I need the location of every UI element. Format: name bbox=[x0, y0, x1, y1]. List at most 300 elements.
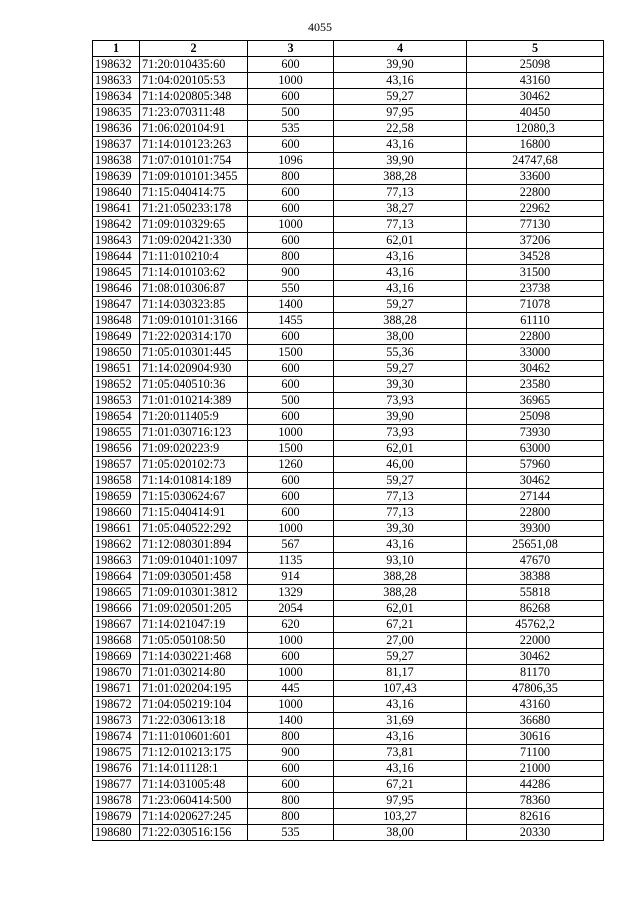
rate-cell: 107,43 bbox=[334, 681, 467, 697]
record-number-cell: 198644 bbox=[93, 249, 140, 265]
table-row bbox=[93, 761, 604, 777]
rate-cell: 59,27 bbox=[334, 89, 467, 105]
cadastral-number-cell: 71:05:020102:73 bbox=[140, 457, 248, 473]
rate-cell: 55,36 bbox=[334, 345, 467, 361]
area-cell: 1000 bbox=[248, 425, 334, 441]
value-cell: 33600 bbox=[467, 169, 604, 185]
value-cell: 12080,3 bbox=[467, 121, 604, 137]
table-row bbox=[93, 713, 604, 729]
area-cell: 1400 bbox=[248, 297, 334, 313]
cadastral-number-cell: 71:21:050233:178 bbox=[140, 201, 248, 217]
value-cell: 33000 bbox=[467, 345, 604, 361]
value-cell: 81170 bbox=[467, 665, 604, 681]
rate-cell: 43,16 bbox=[334, 697, 467, 713]
area-cell: 600 bbox=[248, 361, 334, 377]
rate-cell: 73,93 bbox=[334, 425, 467, 441]
table-row bbox=[93, 249, 604, 265]
area-cell: 620 bbox=[248, 617, 334, 633]
table-row bbox=[93, 617, 604, 633]
record-number-cell: 198661 bbox=[93, 521, 140, 537]
table-row bbox=[93, 217, 604, 233]
rate-cell: 77,13 bbox=[334, 505, 467, 521]
area-cell: 1400 bbox=[248, 713, 334, 729]
area-cell: 800 bbox=[248, 729, 334, 745]
table-row bbox=[93, 729, 604, 745]
cadastral-number-cell: 71:09:010329:65 bbox=[140, 217, 248, 233]
record-number-cell: 198665 bbox=[93, 585, 140, 601]
table-row bbox=[93, 105, 604, 121]
record-number-cell: 198667 bbox=[93, 617, 140, 633]
value-cell: 23738 bbox=[467, 281, 604, 297]
table-row bbox=[93, 73, 604, 89]
record-number-cell: 198641 bbox=[93, 201, 140, 217]
area-cell: 1135 bbox=[248, 553, 334, 569]
table-row bbox=[93, 89, 604, 105]
area-cell: 600 bbox=[248, 505, 334, 521]
area-cell: 1500 bbox=[248, 345, 334, 361]
area-cell: 600 bbox=[248, 329, 334, 345]
table-row bbox=[93, 473, 604, 489]
area-cell: 914 bbox=[248, 569, 334, 585]
table-row bbox=[93, 665, 604, 681]
area-cell: 600 bbox=[248, 761, 334, 777]
cadastral-number-cell: 71:12:010213:175 bbox=[140, 745, 248, 761]
record-number-cell: 198657 bbox=[93, 457, 140, 473]
rate-cell: 388,28 bbox=[334, 569, 467, 585]
rate-cell: 43,16 bbox=[334, 265, 467, 281]
record-number-cell: 198679 bbox=[93, 809, 140, 825]
rate-cell: 97,95 bbox=[334, 793, 467, 809]
record-number-cell: 198645 bbox=[93, 265, 140, 281]
record-number-cell: 198653 bbox=[93, 393, 140, 409]
rate-cell: 38,27 bbox=[334, 201, 467, 217]
value-cell: 73930 bbox=[467, 425, 604, 441]
cadastral-number-cell: 71:22:030516:156 bbox=[140, 825, 248, 841]
column-header-1: 1 bbox=[93, 41, 140, 57]
rate-cell: 39,30 bbox=[334, 377, 467, 393]
area-cell: 1260 bbox=[248, 457, 334, 473]
cadastral-number-cell: 71:15:040414:75 bbox=[140, 185, 248, 201]
table-row bbox=[93, 521, 604, 537]
cadastral-number-cell: 71:14:010814:189 bbox=[140, 473, 248, 489]
value-cell: 30462 bbox=[467, 649, 604, 665]
value-cell: 63000 bbox=[467, 441, 604, 457]
value-cell: 36965 bbox=[467, 393, 604, 409]
record-number-cell: 198642 bbox=[93, 217, 140, 233]
record-number-cell: 198640 bbox=[93, 185, 140, 201]
cadastral-number-cell: 71:05:050108:50 bbox=[140, 633, 248, 649]
cadastral-number-cell: 71:14:021047:19 bbox=[140, 617, 248, 633]
rate-cell: 59,27 bbox=[334, 473, 467, 489]
cadastral-number-cell: 71:09:010101:3455 bbox=[140, 169, 248, 185]
cadastral-number-cell: 71:09:030501:458 bbox=[140, 569, 248, 585]
table-row bbox=[93, 393, 604, 409]
table-row bbox=[93, 361, 604, 377]
record-number-cell: 198632 bbox=[93, 57, 140, 73]
cadastral-number-cell: 71:14:010123:263 bbox=[140, 137, 248, 153]
record-number-cell: 198638 bbox=[93, 153, 140, 169]
value-cell: 22000 bbox=[467, 633, 604, 649]
area-cell: 600 bbox=[248, 489, 334, 505]
area-cell: 500 bbox=[248, 105, 334, 121]
data-table bbox=[92, 40, 604, 841]
cadastral-number-cell: 71:09:020223:9 bbox=[140, 441, 248, 457]
record-number-cell: 198662 bbox=[93, 537, 140, 553]
record-number-cell: 198678 bbox=[93, 793, 140, 809]
cadastral-number-cell: 71:12:080301:894 bbox=[140, 537, 248, 553]
table-row bbox=[93, 489, 604, 505]
area-cell: 1000 bbox=[248, 521, 334, 537]
cadastral-number-cell: 71:23:060414:500 bbox=[140, 793, 248, 809]
area-cell: 600 bbox=[248, 233, 334, 249]
value-cell: 30462 bbox=[467, 473, 604, 489]
record-number-cell: 198666 bbox=[93, 601, 140, 617]
record-number-cell: 198660 bbox=[93, 505, 140, 521]
cadastral-number-cell: 71:01:010214:389 bbox=[140, 393, 248, 409]
table-row bbox=[93, 569, 604, 585]
rate-cell: 43,16 bbox=[334, 761, 467, 777]
record-number-cell: 198671 bbox=[93, 681, 140, 697]
cadastral-number-cell: 71:04:020105:53 bbox=[140, 73, 248, 89]
rate-cell: 39,90 bbox=[334, 57, 467, 73]
rate-cell: 73,93 bbox=[334, 393, 467, 409]
table-row bbox=[93, 329, 604, 345]
record-number-cell: 198643 bbox=[93, 233, 140, 249]
record-number-cell: 198636 bbox=[93, 121, 140, 137]
rate-cell: 62,01 bbox=[334, 233, 467, 249]
value-cell: 71078 bbox=[467, 297, 604, 313]
value-cell: 77130 bbox=[467, 217, 604, 233]
value-cell: 25098 bbox=[467, 57, 604, 73]
value-cell: 27144 bbox=[467, 489, 604, 505]
record-number-cell: 198672 bbox=[93, 697, 140, 713]
table-row bbox=[93, 265, 604, 281]
cadastral-number-cell: 71:01:030716:123 bbox=[140, 425, 248, 441]
table-row bbox=[93, 777, 604, 793]
cadastral-number-cell: 71:09:010301:3812 bbox=[140, 585, 248, 601]
area-cell: 1500 bbox=[248, 441, 334, 457]
column-header-2: 2 bbox=[140, 41, 248, 57]
table-row bbox=[93, 233, 604, 249]
value-cell: 25098 bbox=[467, 409, 604, 425]
area-cell: 600 bbox=[248, 409, 334, 425]
rate-cell: 43,16 bbox=[334, 729, 467, 745]
record-number-cell: 198646 bbox=[93, 281, 140, 297]
table-row bbox=[93, 793, 604, 809]
rate-cell: 73,81 bbox=[334, 745, 467, 761]
area-cell: 1000 bbox=[248, 217, 334, 233]
value-cell: 37206 bbox=[467, 233, 604, 249]
rate-cell: 38,00 bbox=[334, 825, 467, 841]
cadastral-number-cell: 71:07:010101:754 bbox=[140, 153, 248, 169]
table-row bbox=[93, 121, 604, 137]
value-cell: 22800 bbox=[467, 329, 604, 345]
table-row bbox=[93, 377, 604, 393]
rate-cell: 67,21 bbox=[334, 617, 467, 633]
area-cell: 600 bbox=[248, 777, 334, 793]
record-number-cell: 198669 bbox=[93, 649, 140, 665]
cadastral-number-cell: 71:22:030613:18 bbox=[140, 713, 248, 729]
rate-cell: 67,21 bbox=[334, 777, 467, 793]
value-cell: 34528 bbox=[467, 249, 604, 265]
table-row bbox=[93, 137, 604, 153]
record-number-cell: 198663 bbox=[93, 553, 140, 569]
record-number-cell: 198680 bbox=[93, 825, 140, 841]
record-number-cell: 198649 bbox=[93, 329, 140, 345]
area-cell: 445 bbox=[248, 681, 334, 697]
cadastral-number-cell: 71:15:040414:91 bbox=[140, 505, 248, 521]
record-number-cell: 198655 bbox=[93, 425, 140, 441]
table-row bbox=[93, 825, 604, 841]
cadastral-number-cell: 71:23:070311:48 bbox=[140, 105, 248, 121]
record-number-cell: 198651 bbox=[93, 361, 140, 377]
cadastral-number-cell: 71:20:010435:60 bbox=[140, 57, 248, 73]
page-number: 4055 bbox=[308, 20, 332, 34]
cadastral-number-cell: 71:14:011128:1 bbox=[140, 761, 248, 777]
table-row bbox=[93, 281, 604, 297]
table-row bbox=[93, 649, 604, 665]
table-row bbox=[93, 809, 604, 825]
record-number-cell: 198677 bbox=[93, 777, 140, 793]
record-number-cell: 198648 bbox=[93, 313, 140, 329]
rate-cell: 43,16 bbox=[334, 537, 467, 553]
value-cell: 36680 bbox=[467, 713, 604, 729]
value-cell: 25651,08 bbox=[467, 537, 604, 553]
rate-cell: 43,16 bbox=[334, 281, 467, 297]
cadastral-number-cell: 71:09:010401:1097 bbox=[140, 553, 248, 569]
table-row bbox=[93, 169, 604, 185]
table-row bbox=[93, 745, 604, 761]
value-cell: 40450 bbox=[467, 105, 604, 121]
column-header-4: 4 bbox=[334, 41, 467, 57]
cadastral-number-cell: 71:09:010101:3166 bbox=[140, 313, 248, 329]
area-cell: 1000 bbox=[248, 73, 334, 89]
value-cell: 57960 bbox=[467, 457, 604, 473]
rate-cell: 46,00 bbox=[334, 457, 467, 473]
table-row bbox=[93, 441, 604, 457]
value-cell: 20330 bbox=[467, 825, 604, 841]
cadastral-number-cell: 71:01:020204:195 bbox=[140, 681, 248, 697]
table-row bbox=[93, 505, 604, 521]
cadastral-number-cell: 71:11:010210:4 bbox=[140, 249, 248, 265]
value-cell: 21000 bbox=[467, 761, 604, 777]
cadastral-number-cell: 71:14:030221:468 bbox=[140, 649, 248, 665]
area-cell: 800 bbox=[248, 809, 334, 825]
table-row bbox=[93, 601, 604, 617]
record-number-cell: 198647 bbox=[93, 297, 140, 313]
record-number-cell: 198652 bbox=[93, 377, 140, 393]
value-cell: 47670 bbox=[467, 553, 604, 569]
record-number-cell: 198659 bbox=[93, 489, 140, 505]
rate-cell: 388,28 bbox=[334, 585, 467, 601]
rate-cell: 59,27 bbox=[334, 649, 467, 665]
value-cell: 86268 bbox=[467, 601, 604, 617]
rate-cell: 59,27 bbox=[334, 297, 467, 313]
value-cell: 44286 bbox=[467, 777, 604, 793]
record-number-cell: 198658 bbox=[93, 473, 140, 489]
record-number-cell: 198656 bbox=[93, 441, 140, 457]
rate-cell: 43,16 bbox=[334, 137, 467, 153]
cadastral-number-cell: 71:22:020314:170 bbox=[140, 329, 248, 345]
rate-cell: 103,27 bbox=[334, 809, 467, 825]
table-row bbox=[93, 57, 604, 73]
value-cell: 30462 bbox=[467, 89, 604, 105]
value-cell: 22800 bbox=[467, 505, 604, 521]
record-number-cell: 198668 bbox=[93, 633, 140, 649]
value-cell: 24747,68 bbox=[467, 153, 604, 169]
rate-cell: 22,58 bbox=[334, 121, 467, 137]
record-number-cell: 198675 bbox=[93, 745, 140, 761]
value-cell: 16800 bbox=[467, 137, 604, 153]
area-cell: 1455 bbox=[248, 313, 334, 329]
area-cell: 1096 bbox=[248, 153, 334, 169]
record-number-cell: 198673 bbox=[93, 713, 140, 729]
column-header-3: 3 bbox=[248, 41, 334, 57]
record-number-cell: 198654 bbox=[93, 409, 140, 425]
value-cell: 55818 bbox=[467, 585, 604, 601]
value-cell: 45762,2 bbox=[467, 617, 604, 633]
area-cell: 1000 bbox=[248, 633, 334, 649]
area-cell: 550 bbox=[248, 281, 334, 297]
value-cell: 39300 bbox=[467, 521, 604, 537]
cadastral-number-cell: 71:20:011405:9 bbox=[140, 409, 248, 425]
record-number-cell: 198639 bbox=[93, 169, 140, 185]
area-cell: 2054 bbox=[248, 601, 334, 617]
area-cell: 1329 bbox=[248, 585, 334, 601]
record-number-cell: 198634 bbox=[93, 89, 140, 105]
area-cell: 500 bbox=[248, 393, 334, 409]
value-cell: 30616 bbox=[467, 729, 604, 745]
value-cell: 47806,35 bbox=[467, 681, 604, 697]
area-cell: 567 bbox=[248, 537, 334, 553]
area-cell: 600 bbox=[248, 185, 334, 201]
table-row bbox=[93, 409, 604, 425]
rate-cell: 97,95 bbox=[334, 105, 467, 121]
rate-cell: 81,17 bbox=[334, 665, 467, 681]
cadastral-number-cell: 71:14:030323:85 bbox=[140, 297, 248, 313]
table-row bbox=[93, 345, 604, 361]
value-cell: 43160 bbox=[467, 73, 604, 89]
cadastral-number-cell: 71:05:010301:445 bbox=[140, 345, 248, 361]
record-number-cell: 198664 bbox=[93, 569, 140, 585]
table-body bbox=[93, 57, 604, 841]
value-cell: 22962 bbox=[467, 201, 604, 217]
value-cell: 71100 bbox=[467, 745, 604, 761]
area-cell: 535 bbox=[248, 121, 334, 137]
table-row bbox=[93, 553, 604, 569]
area-cell: 800 bbox=[248, 169, 334, 185]
cadastral-number-cell: 71:09:020421:330 bbox=[140, 233, 248, 249]
rate-cell: 43,16 bbox=[334, 73, 467, 89]
table-row bbox=[93, 201, 604, 217]
column-header-5: 5 bbox=[467, 41, 604, 57]
cadastral-number-cell: 71:05:040510:36 bbox=[140, 377, 248, 393]
value-cell: 31500 bbox=[467, 265, 604, 281]
area-cell: 535 bbox=[248, 825, 334, 841]
cadastral-number-cell: 71:04:050219:104 bbox=[140, 697, 248, 713]
area-cell: 800 bbox=[248, 249, 334, 265]
record-number-cell: 198635 bbox=[93, 105, 140, 121]
table-row bbox=[93, 425, 604, 441]
table-row bbox=[93, 457, 604, 473]
cadastral-number-cell: 71:14:020627:245 bbox=[140, 809, 248, 825]
rate-cell: 27,00 bbox=[334, 633, 467, 649]
table-row bbox=[93, 633, 604, 649]
table-header-row bbox=[93, 41, 604, 57]
record-number-cell: 198650 bbox=[93, 345, 140, 361]
cadastral-number-cell: 71:01:030214:80 bbox=[140, 665, 248, 681]
rate-cell: 77,13 bbox=[334, 489, 467, 505]
table-row bbox=[93, 185, 604, 201]
rate-cell: 31,69 bbox=[334, 713, 467, 729]
cadastral-number-cell: 71:14:031005:48 bbox=[140, 777, 248, 793]
rate-cell: 62,01 bbox=[334, 441, 467, 457]
record-number-cell: 198637 bbox=[93, 137, 140, 153]
cadastral-number-cell: 71:09:020501:205 bbox=[140, 601, 248, 617]
cadastral-number-cell: 71:14:020904:930 bbox=[140, 361, 248, 377]
table-row bbox=[93, 697, 604, 713]
rate-cell: 39,90 bbox=[334, 409, 467, 425]
rate-cell: 388,28 bbox=[334, 169, 467, 185]
table-row bbox=[93, 297, 604, 313]
table-row bbox=[93, 681, 604, 697]
table-row bbox=[93, 313, 604, 329]
rate-cell: 77,13 bbox=[334, 185, 467, 201]
area-cell: 600 bbox=[248, 201, 334, 217]
area-cell: 800 bbox=[248, 793, 334, 809]
cadastral-number-cell: 71:06:020104:91 bbox=[140, 121, 248, 137]
value-cell: 30462 bbox=[467, 361, 604, 377]
cadastral-number-cell: 71:05:040522:292 bbox=[140, 521, 248, 537]
value-cell: 23580 bbox=[467, 377, 604, 393]
rate-cell: 43,16 bbox=[334, 249, 467, 265]
table-row bbox=[93, 537, 604, 553]
record-number-cell: 198674 bbox=[93, 729, 140, 745]
area-cell: 600 bbox=[248, 57, 334, 73]
value-cell: 43160 bbox=[467, 697, 604, 713]
value-cell: 78360 bbox=[467, 793, 604, 809]
value-cell: 22800 bbox=[467, 185, 604, 201]
area-cell: 600 bbox=[248, 473, 334, 489]
cadastral-number-cell: 71:14:010103:62 bbox=[140, 265, 248, 281]
rate-cell: 62,01 bbox=[334, 601, 467, 617]
cadastral-number-cell: 71:08:010306:87 bbox=[140, 281, 248, 297]
area-cell: 900 bbox=[248, 745, 334, 761]
area-cell: 1000 bbox=[248, 665, 334, 681]
area-cell: 600 bbox=[248, 649, 334, 665]
rate-cell: 39,90 bbox=[334, 153, 467, 169]
value-cell: 38388 bbox=[467, 569, 604, 585]
area-cell: 1000 bbox=[248, 697, 334, 713]
area-cell: 900 bbox=[248, 265, 334, 281]
cadastral-number-cell: 71:11:010601:601 bbox=[140, 729, 248, 745]
rate-cell: 39,30 bbox=[334, 521, 467, 537]
rate-cell: 93,10 bbox=[334, 553, 467, 569]
record-number-cell: 198670 bbox=[93, 665, 140, 681]
area-cell: 600 bbox=[248, 377, 334, 393]
rate-cell: 59,27 bbox=[334, 361, 467, 377]
value-cell: 61110 bbox=[467, 313, 604, 329]
table-row bbox=[93, 153, 604, 169]
rate-cell: 77,13 bbox=[334, 217, 467, 233]
area-cell: 600 bbox=[248, 137, 334, 153]
table-row bbox=[93, 585, 604, 601]
cadastral-number-cell: 71:15:030624:67 bbox=[140, 489, 248, 505]
record-number-cell: 198676 bbox=[93, 761, 140, 777]
rate-cell: 38,00 bbox=[334, 329, 467, 345]
area-cell: 600 bbox=[248, 89, 334, 105]
record-number-cell: 198633 bbox=[93, 73, 140, 89]
